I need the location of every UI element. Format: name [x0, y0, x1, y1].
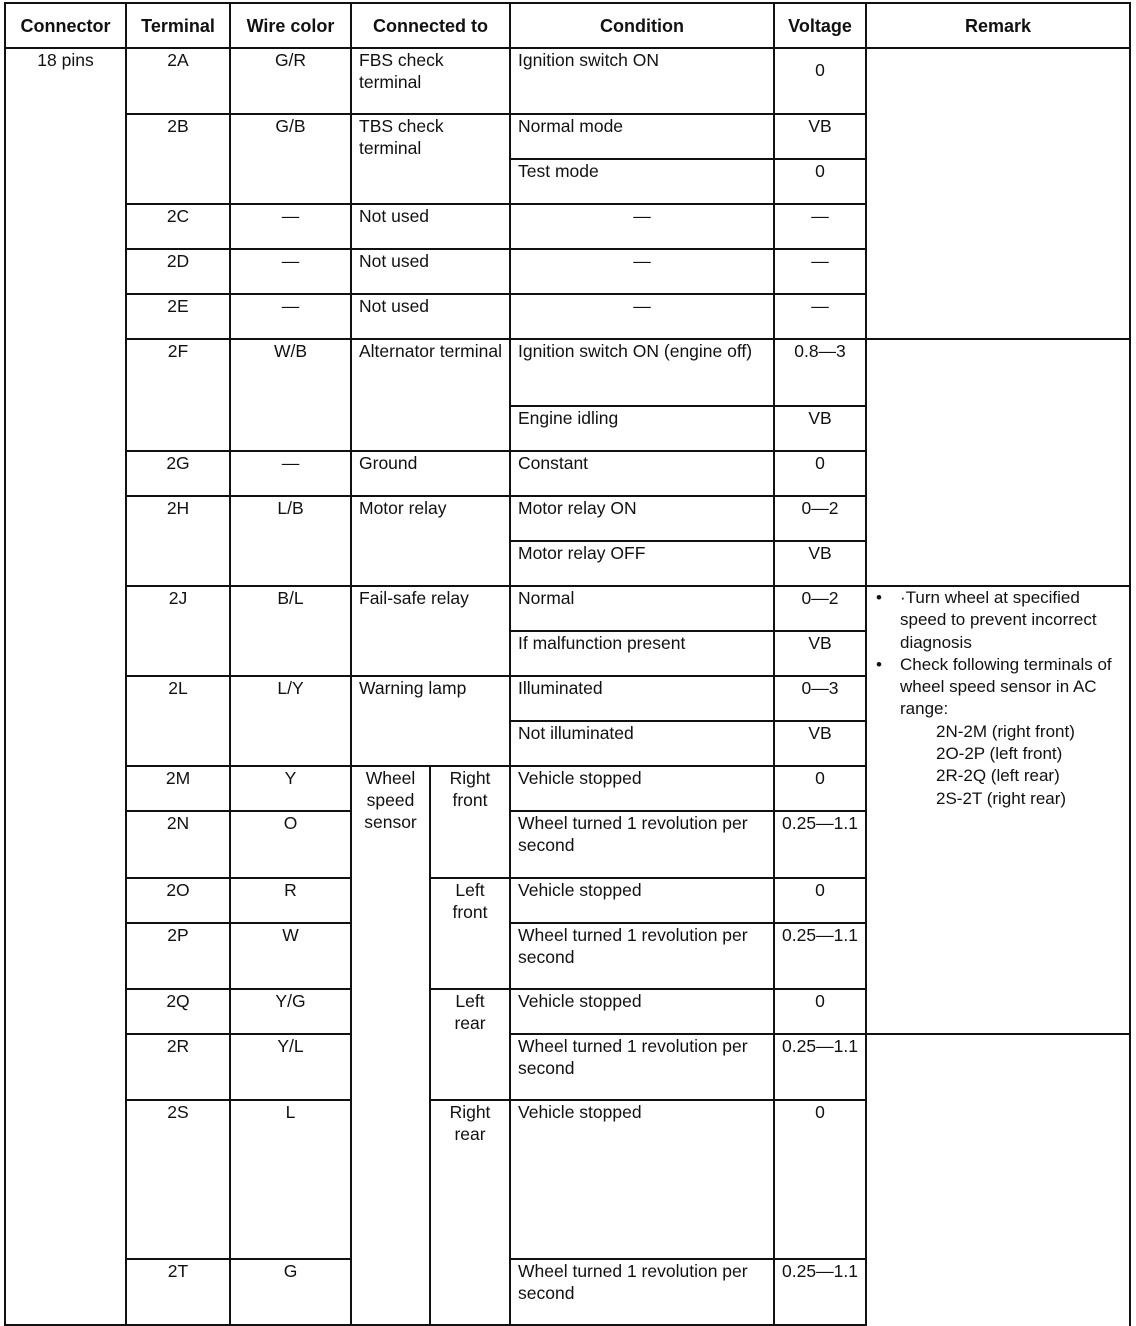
wire-color-cell: — — [230, 204, 351, 249]
header-connected-to: Connected to — [351, 3, 510, 48]
terminal-cell: 2A — [126, 48, 230, 114]
terminal-cell: 2J — [126, 586, 230, 676]
voltage-cell: 0.25—1.1 — [774, 1259, 866, 1325]
connected-to-cell: Motor relay — [351, 496, 510, 586]
voltage-cell: 0.8—3 — [774, 339, 866, 406]
condition-cell: — — [510, 294, 774, 339]
voltage-cell: VB — [774, 406, 866, 451]
voltage-cell: 0 — [774, 878, 866, 923]
wheel-position-right-rear: Right rear — [430, 1100, 510, 1325]
terminal-cell: 2R — [126, 1034, 230, 1100]
wheel-speed-sensor-cell: Wheel speed sensor — [351, 766, 430, 1325]
wire-color-cell: L — [230, 1100, 351, 1259]
terminal-cell: 2E — [126, 294, 230, 339]
wheel-position-right-front: Right front — [430, 766, 510, 878]
condition-cell: Wheel turned 1 revolution per second — [510, 1034, 774, 1100]
wire-color-cell: Y/G — [230, 989, 351, 1034]
condition-cell: Ignition switch ON (engine off) — [510, 339, 774, 406]
header-remark: Remark — [866, 3, 1130, 48]
voltage-cell: 0 — [774, 48, 866, 114]
voltage-cell: 0—2 — [774, 586, 866, 631]
terminal-cell: 2D — [126, 249, 230, 294]
terminal-cell: 2C — [126, 204, 230, 249]
terminal-cell: 2T — [126, 1259, 230, 1325]
condition-cell: — — [510, 204, 774, 249]
terminal-cell: 2O — [126, 878, 230, 923]
connected-to-cell: Fail-safe relay — [351, 586, 510, 676]
connected-to-cell: Not used — [351, 249, 510, 294]
remark-pair: 2N-2M (right front) — [936, 721, 1075, 741]
wire-color-cell: O — [230, 811, 351, 878]
wire-color-cell: Y/L — [230, 1034, 351, 1100]
condition-cell: Wheel turned 1 revolution per second — [510, 1259, 774, 1325]
connected-to-cell: Not used — [351, 204, 510, 249]
wire-color-cell: W — [230, 923, 351, 989]
terminal-cell: 2H — [126, 496, 230, 586]
wire-color-cell: G/R — [230, 48, 351, 114]
wheel-position-left-rear: Left rear — [430, 989, 510, 1100]
condition-cell: Wheel turned 1 revolution per second — [510, 923, 774, 989]
connected-to-cell: TBS check terminal — [351, 114, 510, 204]
condition-cell: Normal — [510, 586, 774, 631]
voltage-cell: 0.25—1.1 — [774, 811, 866, 878]
terminal-cell: 2M — [126, 766, 230, 811]
condition-cell: Vehicle stopped — [510, 766, 774, 811]
wire-color-cell: Y — [230, 766, 351, 811]
condition-cell: Motor relay OFF — [510, 541, 774, 586]
remark-note-speed: • ·Turn wheel at specified speed to prevent incorrect diagnosis — [874, 587, 1122, 654]
condition-cell: Vehicle stopped — [510, 989, 774, 1034]
voltage-cell: VB — [774, 114, 866, 159]
remark-pair: 2O-2P (left front) — [936, 744, 1063, 764]
condition-cell: Test mode — [510, 159, 774, 204]
voltage-cell: VB — [774, 721, 866, 766]
remark-cell-ac — [866, 586, 1130, 1034]
condition-cell: Constant — [510, 451, 774, 496]
condition-cell: Wheel turned 1 revolution per second — [510, 811, 774, 878]
connected-to-cell: Not used — [351, 294, 510, 339]
terminal-cell: 2G — [126, 451, 230, 496]
header-condition: Condition — [510, 3, 774, 48]
wire-color-cell: — — [230, 249, 351, 294]
voltage-cell: 0 — [774, 766, 866, 811]
wire-color-cell: — — [230, 451, 351, 496]
wire-color-cell: G — [230, 1259, 351, 1325]
remark-pair: 2S-2T (right rear) — [936, 788, 1067, 808]
condition-cell: If malfunction present — [510, 631, 774, 676]
wire-color-cell: L/B — [230, 496, 351, 586]
voltage-cell: 0.25—1.1 — [774, 1034, 866, 1100]
header-connector: Connector — [5, 3, 126, 48]
condition-cell: Vehicle stopped — [510, 878, 774, 923]
connected-to-cell: Warning lamp — [351, 676, 510, 766]
wire-color-cell: — — [230, 294, 351, 339]
wire-color-cell: G/B — [230, 114, 351, 204]
terminal-cell: 2Q — [126, 989, 230, 1034]
remark-cell-empty — [866, 48, 1130, 339]
condition-cell: — — [510, 249, 774, 294]
header-wire-color: Wire color — [230, 3, 351, 48]
voltage-cell: 0.25—1.1 — [774, 923, 866, 989]
voltage-cell: — — [774, 249, 866, 294]
condition-cell: Vehicle stopped — [510, 1100, 774, 1259]
voltage-cell: — — [774, 204, 866, 249]
voltage-cell: VB — [774, 631, 866, 676]
wheel-position-left-front: Left front — [430, 878, 510, 989]
condition-cell: Normal mode — [510, 114, 774, 159]
voltage-cell: VB — [774, 541, 866, 586]
voltage-cell: 0—2 — [774, 496, 866, 541]
remark-note-ac-text: Check following terminals of wheel speed sensor in AC range: — [900, 654, 1112, 719]
wire-color-cell: W/B — [230, 339, 351, 451]
condition-cell: Motor relay ON — [510, 496, 774, 541]
voltage-cell: 0—3 — [774, 676, 866, 721]
voltage-cell: — — [774, 294, 866, 339]
voltage-cell: 0 — [774, 989, 866, 1034]
condition-cell: Illuminated — [510, 676, 774, 721]
terminal-cell: 2N — [126, 811, 230, 878]
wire-color-cell: B/L — [230, 586, 351, 676]
voltage-cell: 0 — [774, 1100, 866, 1259]
wire-color-cell: L/Y — [230, 676, 351, 766]
remark-notes — [874, 587, 1122, 810]
terminal-cell: 2P — [126, 923, 230, 989]
condition-cell: Not illuminated — [510, 721, 774, 766]
terminal-cell: 2F — [126, 339, 230, 451]
connected-to-cell: FBS check terminal — [351, 48, 510, 114]
connected-to-cell: Ground — [351, 451, 510, 496]
remark-pair: 2R-2Q (left rear) — [936, 766, 1060, 786]
terminal-voltage-table — [4, 2, 1131, 1326]
wire-color-cell: R — [230, 878, 351, 923]
condition-cell: Engine idling — [510, 406, 774, 451]
header-voltage: Voltage — [774, 3, 866, 48]
terminal-cell: 2B — [126, 114, 230, 204]
connector-cell: 18 pins — [5, 48, 126, 1325]
terminal-cell: 2L — [126, 676, 230, 766]
header-terminal: Terminal — [126, 3, 230, 48]
remark-note-ac — [874, 654, 1122, 810]
terminal-cell: 2S — [126, 1100, 230, 1259]
remark-cell-empty — [866, 339, 1130, 586]
connected-to-cell: Alternator terminal — [351, 339, 510, 451]
voltage-cell: 0 — [774, 159, 866, 204]
condition-cell: Ignition switch ON — [510, 48, 774, 114]
voltage-cell: 0 — [774, 451, 866, 496]
